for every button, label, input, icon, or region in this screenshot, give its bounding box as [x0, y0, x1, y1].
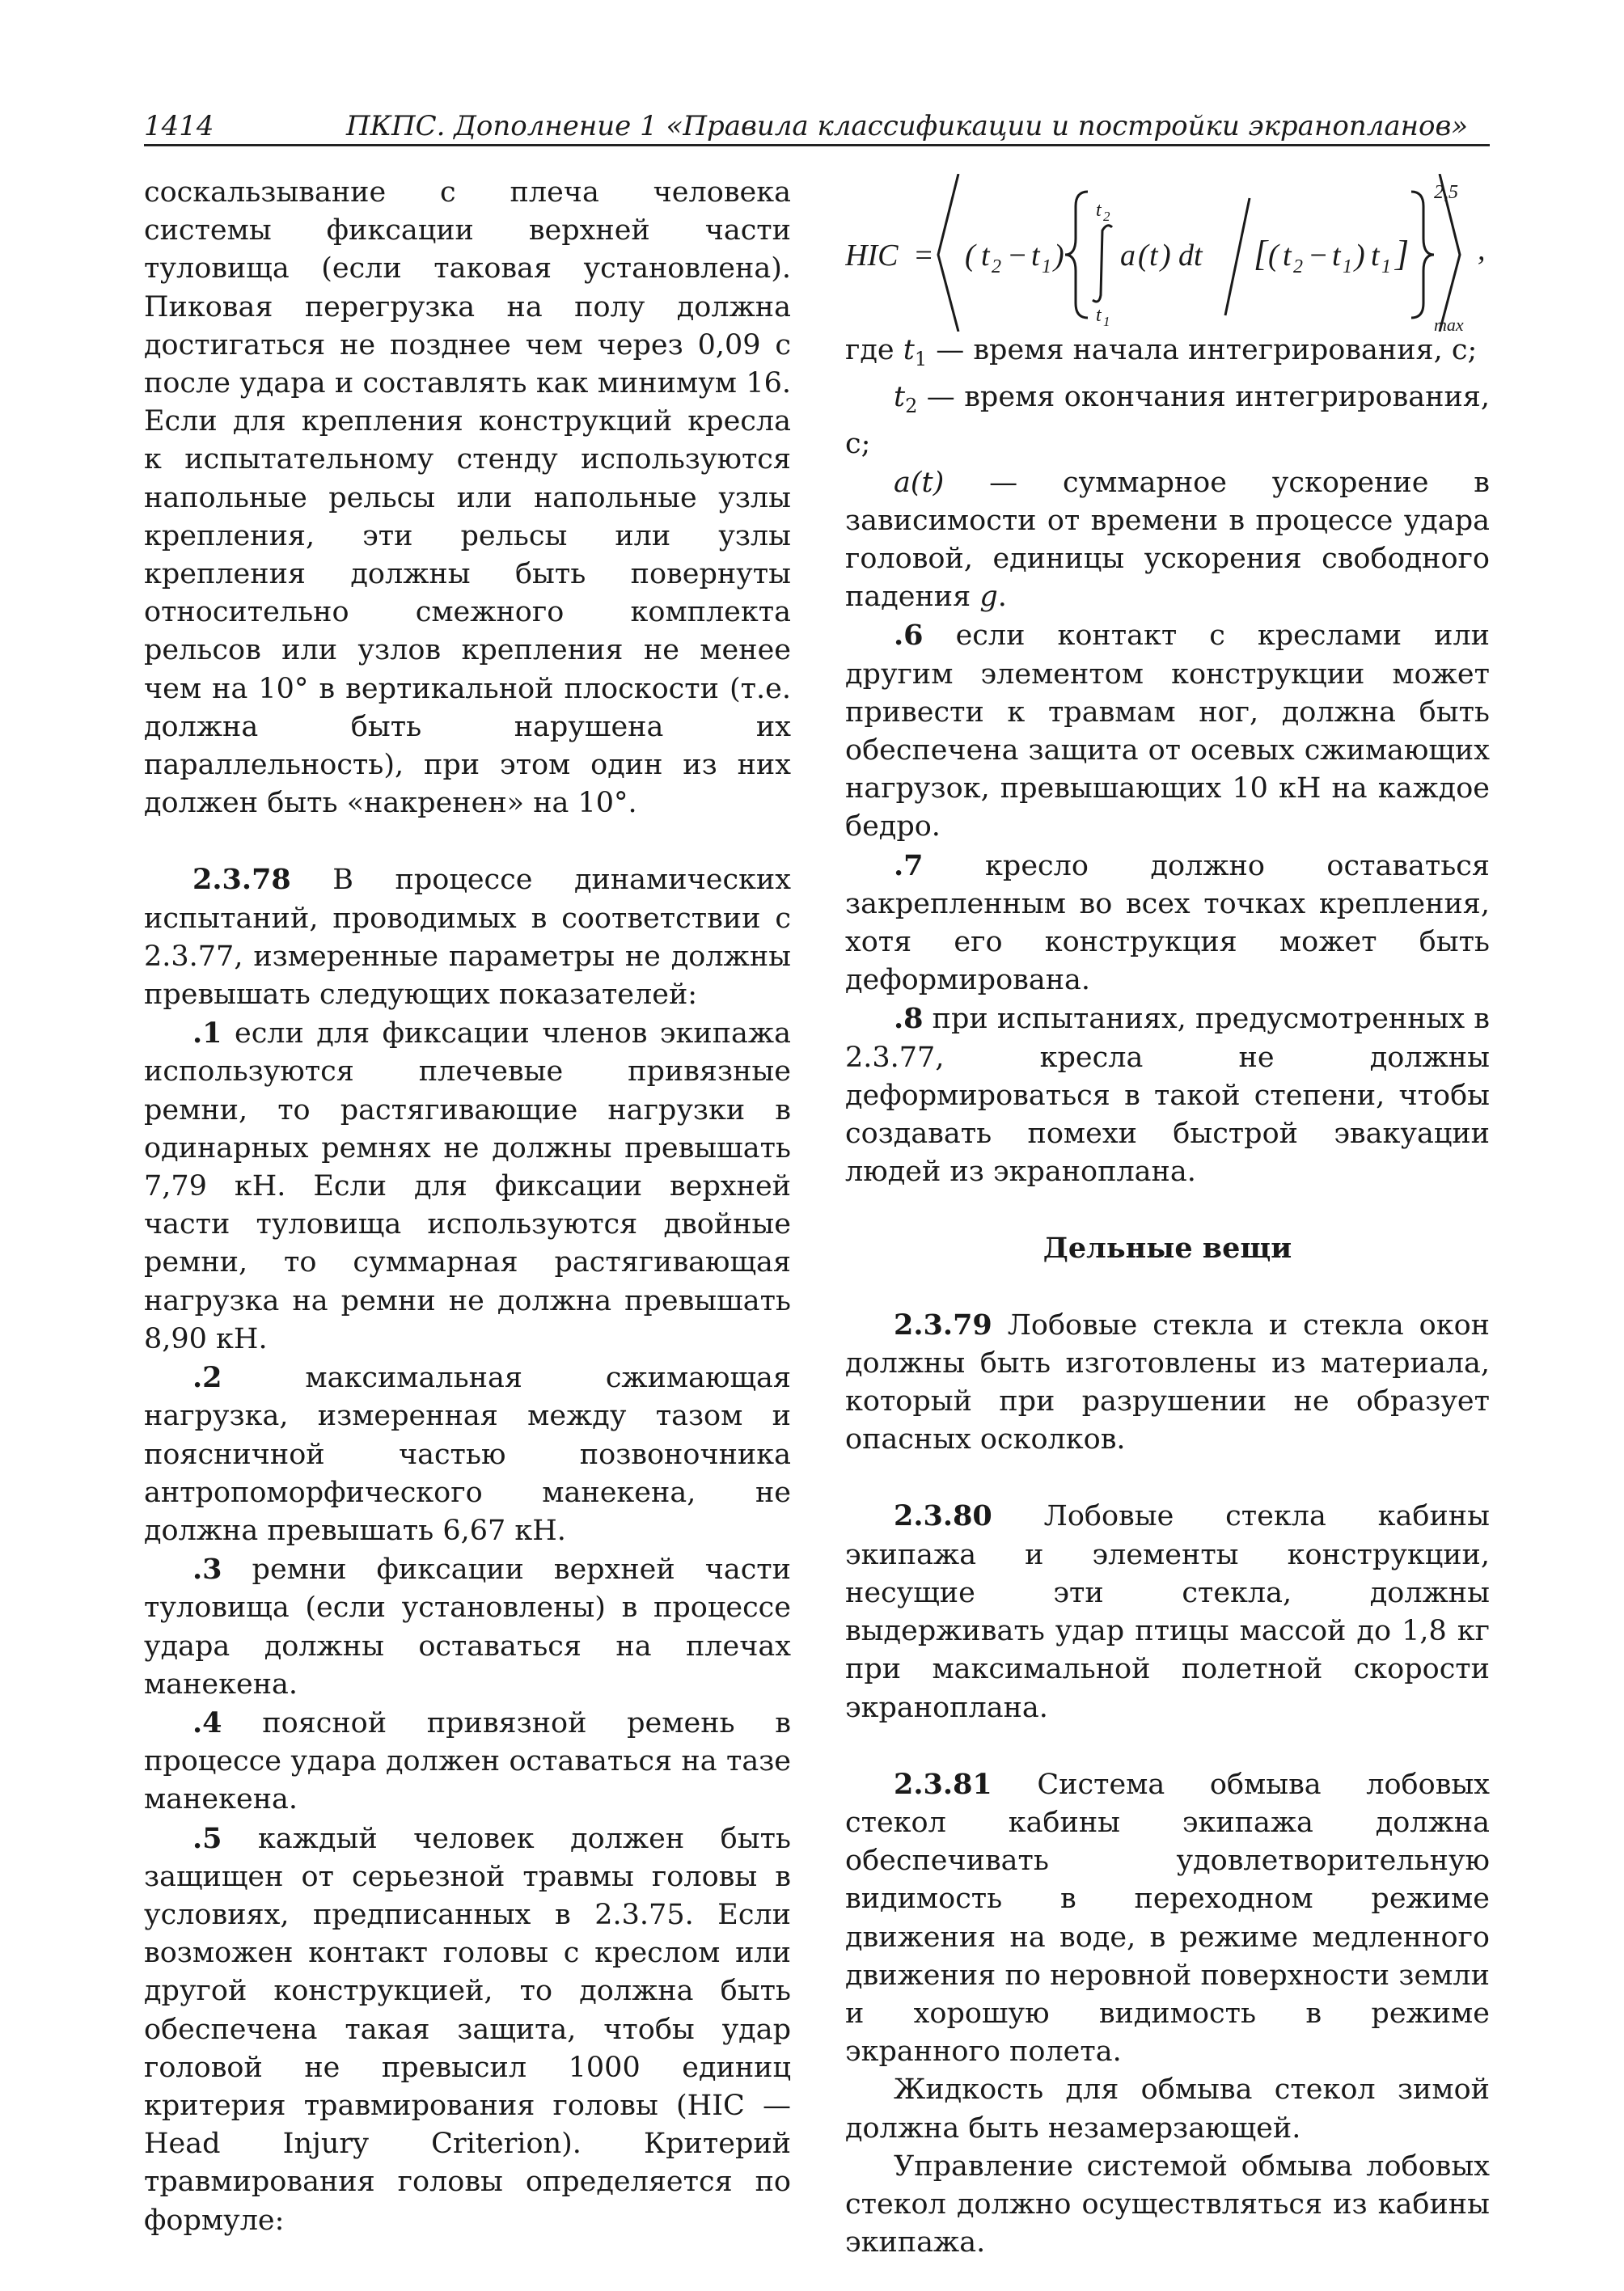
svg-text:−: −	[1308, 239, 1329, 273]
svg-text:,: ,	[1478, 233, 1486, 267]
svg-text:=: =	[913, 239, 934, 273]
svg-text:2: 2	[1293, 256, 1303, 277]
definition-a: a(t) — суммарное ускорение в зависимости от времени в процессе удара головой, единицы ускорения свободного падения g.	[845, 466, 1490, 614]
svg-text:(: (	[1268, 239, 1279, 273]
section-2-3-79: 2.3.79 Лобовые стекла и стекла окон должны быть изготовлены из материала, который при разрушении не образует опасных осколков.	[845, 1308, 1490, 1456]
definition-t2: $t_2$ — время окончания интегрирования, с;	[845, 381, 1490, 461]
svg-text:1: 1	[1381, 256, 1391, 277]
item-5: .5 каждый человек должен быть защищен от серьезной травмы головы в условиях, предписанных в 2.3.75. Если возможен контакт головы с креслом или другой конструкцией, то должна быть обеспечена такая защита, чтобы удар головой не превысил 1000 единиц критерия травмирования головы (HIC — Head Injury Criterion). Критерий травмирования головы определяется по формуле:	[144, 1821, 791, 2237]
svg-text:t: t	[1096, 305, 1102, 326]
svg-text:−: −	[1007, 239, 1028, 273]
svg-text:(: (	[1138, 239, 1148, 273]
hic-formula	[845, 174, 1490, 332]
item-2: .2 максимальная сжимающая нагрузка, измеренная между тазом и поясничной частью позвоночника антропоморфического манекена, не должна превышать 6,67 кН.	[144, 1361, 791, 1547]
item-1: .1 если для фиксации членов экипажа используются плечевые привязные ремни, то растягивающие нагрузки в одинарных ремнях не должны превышать 7,79 кН. Если для фиксации верхней части туловища используются двойные ремни, то суммарная растягивающая нагрузка на ремни не должна превышать 8,90 кН.	[144, 1017, 791, 1355]
page-number: 1414	[144, 110, 214, 142]
svg-text:a: a	[1120, 239, 1136, 273]
item-4: .4 поясной привязной ремень в процессе удара должен оставаться на тазе манекена.	[144, 1706, 791, 1816]
svg-text:): )	[1161, 239, 1171, 273]
svg-text:2: 2	[992, 256, 1001, 277]
hic-formula-graphic	[845, 174, 1490, 332]
paragraph-continuation: соскальзывание с плеча человека системы фиксации верхней части туловища (если таковая установлена). Пиковая перегрузка на полу должна достигаться не позднее чем через 0,09 с после удара и составлять как минимум 16. Если для крепления конструкций кресла к испытательному стенду используются напольные рельсы или напольные узлы крепления, эти рельсы или узлы крепления должны быть повернуты относительно смежного комплекта рельсов или узлов крепления не менее чем на 10° в вертикальной плоскости (т.е. должна быть нарушена их параллельность), при этом один из них должен быть «накренен» на 10°.	[144, 176, 791, 820]
formula-max: max	[1434, 315, 1464, 332]
svg-text:t: t	[1031, 239, 1040, 273]
definition-t1: где $t_1$ — время начала интегрирования, с;	[845, 334, 1478, 370]
svg-text:t: t	[1149, 239, 1158, 273]
paragraph-wash-liquid: Жидкость для обмыва стекол зимой должна быть незамерзающей.	[845, 2073, 1490, 2145]
svg-text:]: ]	[1395, 234, 1410, 273]
formula-exponent: 2,5	[1434, 182, 1458, 203]
svg-text:[: [	[1254, 234, 1268, 273]
section-number: 2.3.78	[192, 863, 291, 897]
svg-text:t: t	[1332, 239, 1341, 273]
item-7: .7 кресло должно оставаться закрепленным во всех точках крепления, хотя его конструкция может быть деформирована.	[845, 848, 1490, 997]
svg-text:): )	[1054, 239, 1064, 273]
item-6: .6 если контакт с креслами или другим элементом конструкции может привести к травмам ног, должна быть обеспечена защита от осевых сжимающих нагрузок, превышающих 10 кН на каждое бедро.	[845, 619, 1490, 843]
svg-text:dt: dt	[1178, 239, 1203, 273]
running-title: ПКПС. Дополнение 1 «Правила классификации и постройки экранопланов»	[346, 110, 1469, 142]
item-3: .3 ремни фиксации верхней части туловища (если установлены) в процессе удара должны оставаться на плечах манекена.	[144, 1553, 791, 1701]
svg-text:t: t	[1096, 200, 1102, 221]
section-2-3-78: 2.3.78 В процессе динамических испытаний, проводимых в соответствии с 2.3.77, измеренные параметры не должны превышать следующих показателей:	[144, 863, 791, 1012]
formula-lhs: HIC	[845, 239, 899, 273]
section-2-3-80: 2.3.80 Лобовые стекла кабины экипажа и элементы конструкции, несущие эти стекла, должны выдерживать удар птицы массой до 1,8 кг при максимальной полетной скорости экраноплана.	[845, 1499, 1490, 1724]
right-column	[845, 174, 1490, 2262]
svg-text:1: 1	[1103, 314, 1110, 329]
svg-text:): )	[1355, 239, 1365, 273]
svg-text:t: t	[1283, 239, 1292, 273]
item-8: .8 при испытаниях, предусмотренных в 2.3.77, кресла не должны деформироваться в такой степени, чтобы создавать помехи быстрой эвакуации людей из экраноплана.	[845, 1002, 1490, 1189]
svg-text:t: t	[981, 239, 990, 273]
left-column	[144, 174, 791, 2240]
svg-text:2: 2	[1103, 209, 1110, 224]
svg-text:t: t	[1371, 239, 1380, 273]
page-header	[144, 107, 1490, 146]
svg-text:(: (	[965, 239, 975, 273]
paragraph-wash-control: Управление системой обмыва лобовых стекол должно осуществляться из кабины экипажа.	[845, 2149, 1490, 2259]
svg-text:1: 1	[1343, 256, 1352, 277]
section-2-3-81: 2.3.81 Система обмыва лобовых стекол кабины экипажа должна обеспечивать удовлетворительную видимость в переходном режиме движения на воде, в режиме медленного движения по неровной поверхности земли и хорошую видимость в режиме экранного полета.	[845, 1767, 1490, 2069]
section-heading: Дельные вещи	[1042, 1232, 1292, 1266]
svg-text:1: 1	[1042, 256, 1051, 277]
